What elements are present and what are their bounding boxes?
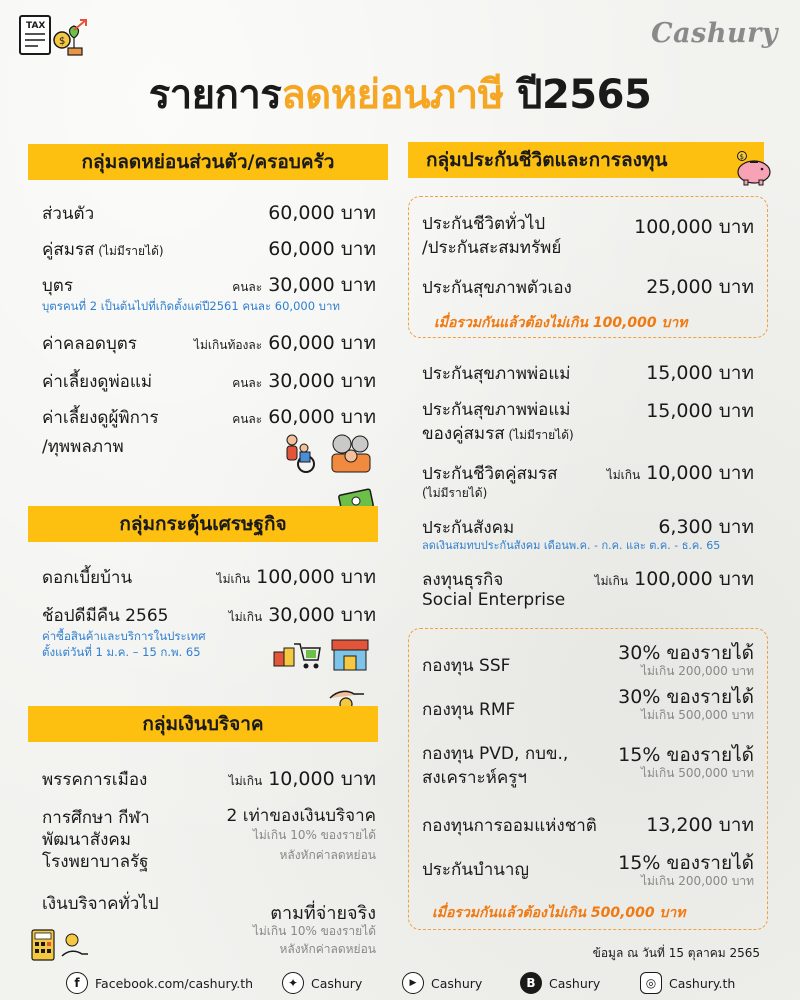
footer-facebook[interactable] [66, 968, 253, 998]
spouse-life-sublabel: (ไม่มีรายได้) [422, 486, 488, 500]
shopping-icon [272, 636, 372, 672]
row-childbirth [42, 328, 376, 358]
row-parents [42, 366, 376, 396]
shop-note-1: ค่าซื้อสินค้าและบริการในประเทศ [42, 629, 206, 643]
row-political-party [42, 764, 376, 794]
row-sublabel: (ไม่มีรายได้) [94, 244, 164, 258]
row-label: พรรคการเมือง [42, 770, 148, 790]
title-part-3: ปี2565 [503, 72, 652, 118]
life-insurance-label-1: ประกันชีวิตทั่วไป [422, 214, 546, 234]
row-amount: 10,000 บาท [646, 462, 754, 484]
row-disabled [42, 402, 376, 432]
data-source-date: ข้อมูล ณ วันที่ 15 ตุลาคม 2565 [592, 946, 760, 960]
row-amount: 30,000 บาท [268, 604, 376, 626]
footer-link-text[interactable]: Cashury [311, 975, 363, 991]
row-label: ประกันสุขภาพพ่อแม่ [422, 364, 571, 384]
row-amount: 30,000 บาท [268, 274, 376, 296]
row-label: บุตร [42, 276, 73, 296]
social-enterprise-label-2: Social Enterprise [422, 590, 566, 610]
edu-amount: 2 เท่าของเงินบริจาค [226, 806, 376, 826]
row-label: กองทุนการออมแห่งชาติ [422, 816, 597, 836]
row-label: คู่สมรส [42, 240, 95, 260]
row-label: ประกันสุขภาพตัวเอง [422, 278, 572, 298]
section-heading-donation: กลุ่มเงินบริจาค [28, 706, 378, 742]
edu-label-1: การศึกษา กีฬา [42, 808, 150, 828]
general-donation-label: เงินบริจาคทั่วไป [42, 894, 159, 914]
combined-limit-note-1: เมื่อรวมกันแล้วต้องไม่เกิน 100,000 บาท [434, 315, 688, 331]
spouse-parent-label-2 [422, 420, 574, 447]
row-national-savings-fund [422, 810, 754, 840]
svg-text:$: $ [59, 36, 66, 47]
row-home-interest [42, 562, 376, 592]
caregiver-family-icon [282, 432, 374, 474]
section-heading-insurance: กลุ่มประกันชีวิตและการลงทุน [408, 142, 764, 178]
row-label: ลงทุนธุรกิจ [422, 570, 504, 590]
row-parent-health [422, 358, 754, 388]
title-part-2: ลดหย่อนภาษี [281, 72, 504, 118]
row-self-health [422, 272, 754, 302]
row-label: ประกันสังคม [422, 518, 515, 538]
calculator-money-icon [30, 926, 92, 962]
row-label: ค่าคลอดบุตร [42, 334, 137, 354]
tax-badge: TAX [26, 21, 46, 31]
row-amount: 100,000 บาท [634, 568, 754, 590]
general-note-1: ไม่เกิน 10% ของรายได้ [252, 924, 376, 938]
row-prefix: ไม่เกิน [594, 574, 629, 588]
svg-text:$: $ [739, 153, 744, 161]
edu-label-2: พัฒนาสังคม [42, 830, 131, 850]
youtube-icon: ▶ [402, 972, 424, 994]
title-part-1: รายการ [148, 72, 282, 118]
brand-logo: Cashury [651, 18, 778, 49]
fund-ssf-label: กองทุน SSF [422, 656, 511, 676]
fund-pvd-amount: 15% ของรายได้ [618, 744, 754, 766]
general-donation-amount: ตามที่จ่ายจริง [270, 903, 376, 924]
twitter-icon: ✦ [282, 972, 304, 994]
row-sublabel: (ไม่มีรายได้) [504, 428, 574, 442]
section-heading-economy: กลุ่มกระตุ้นเศรษฐกิจ [28, 506, 378, 542]
spouse-parent-amount: 15,000 บาท [646, 400, 754, 422]
row-amount: 100,000 บาท [256, 566, 376, 588]
row-amount: 15,000 บาท [646, 362, 754, 384]
edu-note-1: ไม่เกิน 10% ของรายได้ [252, 828, 376, 842]
footer-link-text[interactable]: Cashury [431, 975, 483, 991]
row-prefix: คนละ [232, 412, 263, 426]
section-heading-personal: กลุ่มลดหย่อนส่วนตัว/ครอบครัว [28, 144, 388, 180]
row-prefix: ไม่เกิน [228, 774, 263, 788]
footer-youtube[interactable] [402, 968, 482, 998]
row-amount: 10,000 บาท [268, 768, 376, 790]
combined-limit-note-2: เมื่อรวมกันแล้วต้องไม่เกิน 500,000 บาท [432, 905, 686, 921]
row-label: ประกันชีวิตคู่สมรส [422, 464, 558, 484]
row-amount: 30,000 บาท [268, 370, 376, 392]
row-shop-dee [42, 600, 376, 630]
row-spouse [42, 234, 376, 264]
fund-ssf-amount: 30% ของรายได้ [618, 642, 754, 664]
fund-pension-amount: 15% ของรายได้ [618, 852, 754, 874]
footer-instagram[interactable] [640, 968, 735, 998]
row-amount: 60,000 บาท [268, 202, 376, 224]
row-label-line2: /ทุพพลภาพ [42, 437, 124, 457]
life-insurance-amount: 100,000 บาท [634, 216, 754, 238]
row-amount: 60,000 บาท [268, 406, 376, 428]
row-personal [42, 198, 376, 228]
row-prefix: คนละ [232, 280, 263, 294]
edu-note-2: หลังหักค่าลดหย่อน [279, 848, 376, 862]
row-label: ดอกเบี้ยบ้าน [42, 568, 133, 588]
life-insurance-label-2: /ประกันสะสมทรัพย์ [422, 238, 562, 258]
row-label: ค่าเลี้ยงดูผู้พิการ [42, 408, 159, 428]
fund-rmf-amount: 30% ของรายได้ [618, 686, 754, 708]
instagram-icon: ◎ [640, 972, 662, 994]
spouse-parent-label-1: ประกันสุขภาพพ่อแม่ [422, 400, 571, 420]
edu-label-3: โรงพยาบาลรัฐ [42, 852, 149, 872]
footer-blockdit[interactable] [520, 968, 600, 998]
fund-rmf-cap: ไม่เกิน 500,000 บาท [640, 708, 754, 722]
row-prefix: คนละ [232, 376, 263, 390]
footer-twitter[interactable] [282, 968, 362, 998]
row-child [42, 270, 376, 300]
row-amount: 60,000 บาท [268, 332, 376, 354]
fund-ssf-cap: ไม่เกิน 200,000 บาท [640, 664, 754, 678]
page-title [0, 62, 800, 126]
row-label: ช้อปดีมีคืน 2565 [42, 606, 169, 626]
fund-pvd-cap: ไม่เกิน 500,000 บาท [640, 766, 754, 780]
fund-pension-label: ประกันบำนาญ [422, 860, 529, 880]
facebook-icon: f [66, 972, 88, 994]
footer-link-text[interactable]: Facebook.com/cashury.th [95, 975, 254, 991]
social-footer [0, 968, 800, 998]
fund-pension-cap: ไม่เกิน 200,000 บาท [640, 874, 754, 888]
row-amount: 6,300 บาท [658, 516, 754, 538]
row-label: ส่วนตัว [42, 204, 95, 224]
footer-link-text[interactable]: Cashury [549, 975, 601, 991]
footer-link-text[interactable]: Cashury.th [669, 975, 736, 991]
fund-pvd-label-2: สงเคราะห์ครูฯ [422, 768, 527, 788]
tax-document-icon [18, 14, 88, 58]
row-label: ค่าเลี้ยงดูพ่อแม่ [42, 372, 153, 392]
blockdit-icon: B [520, 972, 542, 994]
general-note-2: หลังหักค่าลดหย่อน [279, 942, 376, 956]
row-prefix: ไม่เกิน [228, 610, 263, 624]
row-prefix: ไม่เกิน [216, 572, 251, 586]
fund-rmf-label: กองทุน RMF [422, 700, 516, 720]
row-label: ของคู่สมรส [422, 424, 505, 444]
fund-pvd-label-1: กองทุน PVD, กบข., [422, 744, 569, 764]
row-amount: 13,200 บาท [646, 814, 754, 836]
row-amount: 60,000 บาท [268, 238, 376, 260]
shop-note-2: ตั้งแต่วันที่ 1 ม.ค. – 15 ก.พ. 65 [42, 645, 201, 659]
child-note: บุตรคนที่ 2 เป็นต้นไปที่เกิดตั้งแต่ปี2561 คนละ 60,000 บาท [42, 299, 341, 313]
social-security-note: ลดเงินสมทบประกันสังคม เดือนพ.ค. - ก.ค. และ ต.ค. - ธ.ค. 65 [422, 539, 721, 552]
row-prefix: ไม่เกินท้องละ [193, 338, 263, 352]
row-prefix: ไม่เกิน [606, 468, 641, 482]
piggy-bank-icon [732, 150, 774, 186]
row-amount: 25,000 บาท [646, 276, 754, 298]
